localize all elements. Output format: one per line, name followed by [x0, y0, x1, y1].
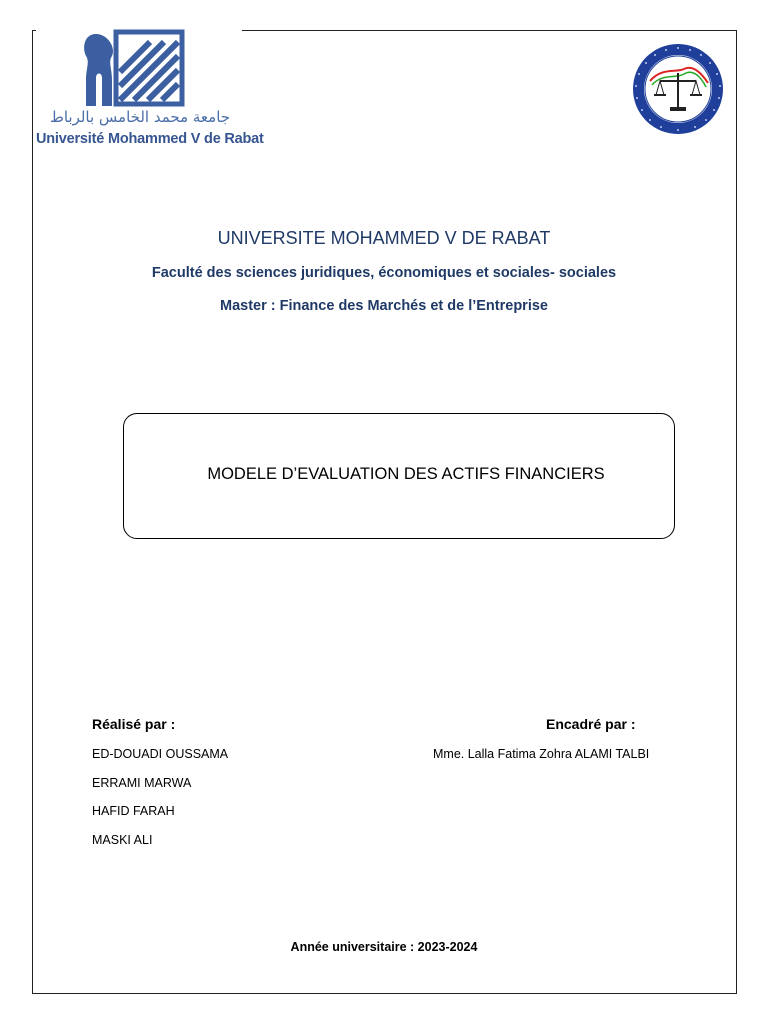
supervisor-label: Encadré par : [546, 716, 636, 732]
author-name: ED-DOUADI OUSSAMA [92, 747, 229, 761]
university-name-latin: Université Mohammed V de Rabat [36, 131, 264, 147]
author-name: ERRAMI MARWA [92, 776, 192, 790]
document-title: MODELE D’EVALUATION DES ACTIFS FINANCIERS [207, 465, 605, 483]
faculty-heading: Faculté des sciences juridiques, économiques et sociales- sociales [151, 265, 617, 281]
authors-label: Réalisé par : [92, 716, 176, 732]
author-name: HAFID FARAH [92, 804, 175, 818]
university-heading: UNIVERSITE MOHAMMED V DE RABAT [217, 228, 551, 248]
university-name-arabic: جامعة محمد الخامس بالرباط [49, 108, 231, 126]
master-program-heading: Master : Finance des Marchés et de l’Entreprise [220, 298, 548, 314]
author-name: MASKI ALI [92, 833, 153, 847]
supervisor-name: Mme. Lalla Fatima Zohra ALAMI TALBI [433, 747, 650, 761]
academic-year: Année universitaire : 2023-2024 [290, 940, 478, 954]
scales-of-justice-icon [628, 43, 728, 135]
faculty-seal [628, 43, 728, 135]
